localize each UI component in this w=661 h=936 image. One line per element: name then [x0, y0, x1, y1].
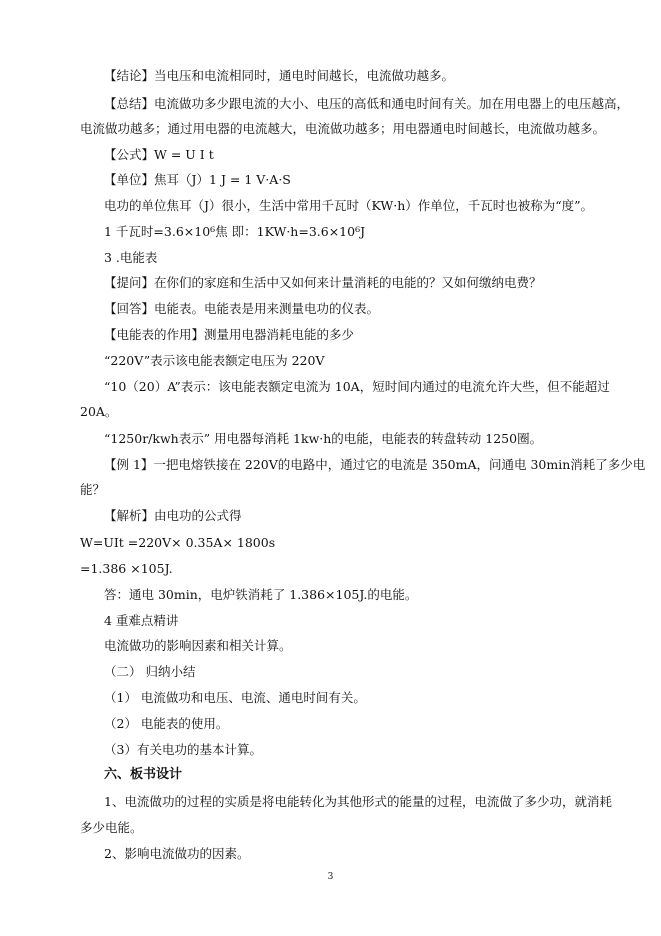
- final-answer-line: 答：通电 30min，电炉铁消耗了 1.386×105J.的电能。: [104, 587, 418, 602]
- blackboard-design-heading: 六、板书设计: [104, 767, 183, 782]
- calc-line-2: =1.386 ×105J.: [80, 561, 173, 576]
- summary-item-1: （1） 电流做功和电压、电流、通电时间有关。: [104, 690, 366, 705]
- formula-line: 【公式】W = U I t: [104, 147, 214, 162]
- summary-heading: （二） 归纳小结: [104, 664, 196, 679]
- question-line: 【提问】在你们的家庭和生活中又如何来计量消耗的电能的？又如何缴纳电费？: [104, 275, 542, 290]
- current-rating-line: “10（20）A”表示：该电能表额定电流为 10A，短时间内通过的电流允许大些，但不能超过: [104, 379, 610, 394]
- example-line-cont: 能？: [80, 482, 106, 497]
- example-line: 【例 1】一把电熔铁接在 220V的电路中，通过它的电流是 350mA，问通电 30min消耗了多少电: [104, 457, 646, 472]
- unit-explain-line: 电功的单位焦耳（J）很小，生活中常用千瓦时（KW·h）作单位，千瓦时也被称为“度”。: [104, 198, 594, 213]
- summary-item-3: （3）有关电功的基本计算。: [104, 742, 262, 757]
- conclusion-line: 【结论】当电压和电流相同时，通电时间越长，电流做功越多。: [104, 68, 455, 83]
- board-item-2: 2、影响电流做功的因素。: [104, 846, 250, 861]
- voltage-rating-line: “220V”表示该电能表额定电压为 220V: [104, 353, 325, 368]
- kwh-conversion-line: 1 千瓦时=3.6×10⁶焦 即：1KW·h=3.6×10⁶J: [104, 224, 366, 239]
- key-points-heading: 4 重难点精讲: [104, 613, 179, 628]
- section-heading-meter: 3 .电能表: [104, 250, 158, 265]
- summary-item-2: （2） 电能表的使用。: [104, 716, 229, 731]
- current-rating-line-cont: 20A。: [80, 404, 118, 419]
- summary-line: 【总结】电流做功多少跟电流的大小、电压的高低和通电时间有关。加在用电器上的电压越高，: [104, 96, 630, 111]
- answer-line: 【回答】电能表。电能表是用来测量电功的仪表。: [104, 301, 380, 316]
- revolutions-line: “1250r/kwh表示” 用电器每消耗 1kw·h的电能，电能表的转盘转动 1250圈。: [104, 431, 543, 446]
- summary-line-cont: 电流做功越多；通过用电器的电流越大，电流做功越多；用电器通电时间越长，电流做功越多。: [80, 121, 606, 136]
- key-points-line: 电流做功的影响因素和相关计算。: [104, 638, 292, 653]
- meter-function-line: 【电能表的作用】测量用电器消耗电能的多少: [104, 327, 355, 342]
- board-item-1: 1、电流做功的过程的实质是将电能转化为其他形式的能量的过程，电流做了多少功，就消耗: [104, 794, 612, 809]
- page-number: 3: [327, 872, 334, 882]
- analysis-line: 【解析】由电功的公式得: [104, 508, 242, 523]
- calc-line-1: W=UIt =220V× 0.35A× 1800s: [80, 535, 276, 550]
- unit-line: 【单位】焦耳（J）1 J = 1 V·A·S: [104, 172, 291, 187]
- board-item-1-cont: 多少电能。: [80, 820, 143, 835]
